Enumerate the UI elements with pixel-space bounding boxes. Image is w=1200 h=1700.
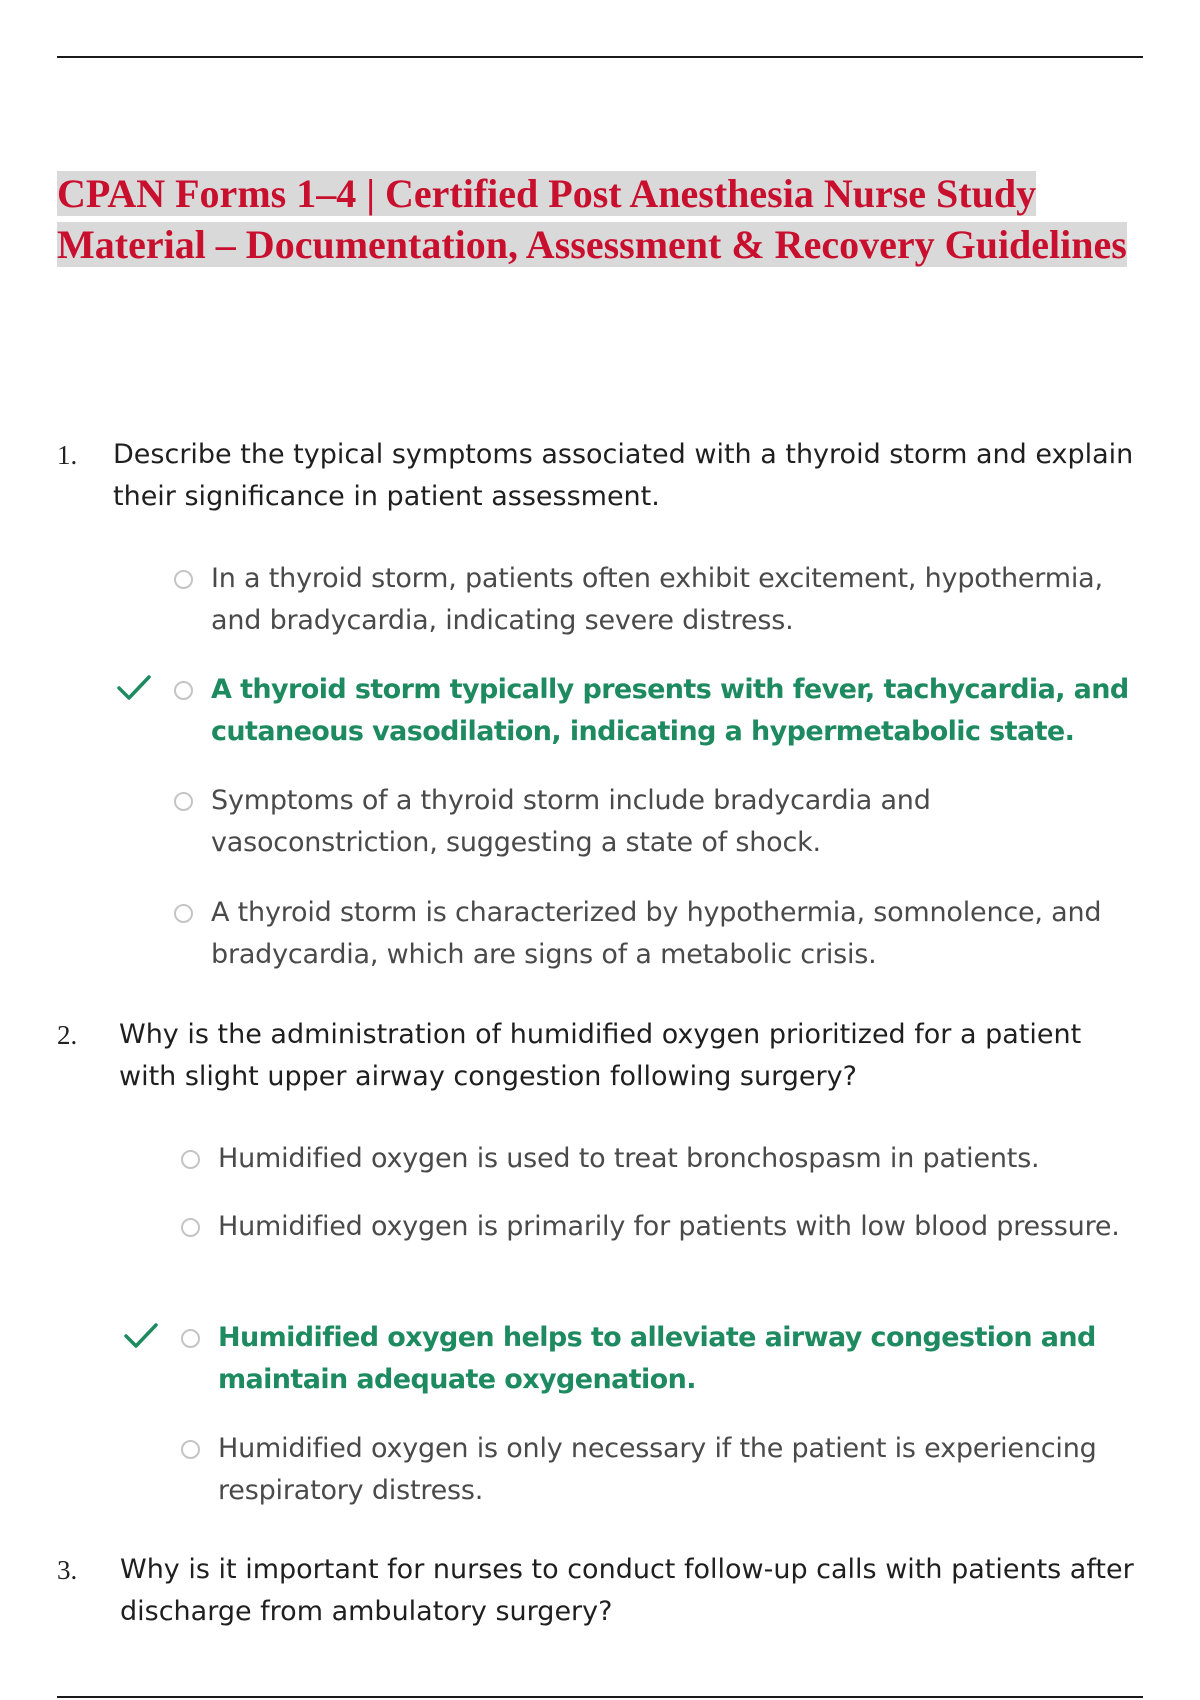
- radio-icon[interactable]: [174, 570, 193, 589]
- q1-option-4[interactable]: [174, 892, 1134, 976]
- q2-option-4[interactable]: [181, 1428, 1141, 1512]
- option-text: Symptoms of a thyroid storm include bradycardia and vasoconstriction, suggesting a state of shock.: [211, 785, 931, 858]
- q2-option-3[interactable]: [181, 1317, 1141, 1401]
- question-number: 3.: [57, 1555, 78, 1585]
- q2-option-2[interactable]: [181, 1206, 1141, 1248]
- question-2: [57, 1014, 1147, 1098]
- radio-icon[interactable]: [181, 1218, 200, 1237]
- q1-option-2[interactable]: [174, 669, 1134, 753]
- option-text: Humidified oxygen is primarily for patients with low blood pressure.: [218, 1211, 1120, 1242]
- option-text: A thyroid storm is characterized by hypothermia, somnolence, and bradycardia, which are signs of a metabolic crisis.: [211, 897, 1102, 970]
- question-number: 2.: [57, 1020, 78, 1050]
- option-text: Humidified oxygen helps to alleviate airway congestion and maintain adequate oxygenation.: [218, 1322, 1096, 1395]
- radio-icon[interactable]: [174, 904, 193, 923]
- checkmark-icon: [116, 673, 152, 703]
- top-rule: [57, 56, 1143, 58]
- option-text: A thyroid storm typically presents with fever, tachycardia, and cutaneous vasodilation, indicating a hypermetabolic state.: [211, 674, 1129, 747]
- question-number: 1.: [57, 440, 78, 470]
- bottom-rule: [57, 1696, 1143, 1698]
- radio-icon[interactable]: [174, 792, 193, 811]
- radio-icon[interactable]: [181, 1329, 200, 1348]
- radio-icon[interactable]: [181, 1440, 200, 1459]
- radio-icon[interactable]: [181, 1150, 200, 1169]
- document-title: [57, 168, 1157, 270]
- document-title-text: CPAN Forms 1–4 | Certified Post Anesthesia Nurse Study Material – Documentation, Assessment & Recovery Guidelines: [57, 171, 1127, 267]
- question-3: [57, 1549, 1147, 1633]
- checkmark-icon: [123, 1321, 159, 1351]
- question-text: Why is the administration of humidified oxygen prioritized for a patient with slight upper airway congestion following surgery?: [119, 1019, 1082, 1092]
- option-text: In a thyroid storm, patients often exhibit excitement, hypothermia, and bradycardia, indicating severe distress.: [211, 563, 1103, 636]
- q2-option-1[interactable]: [181, 1138, 1141, 1180]
- q1-option-3[interactable]: [174, 780, 1134, 864]
- option-text: Humidified oxygen is only necessary if the patient is experiencing respiratory distress.: [218, 1433, 1097, 1506]
- option-text: Humidified oxygen is used to treat bronchospasm in patients.: [218, 1143, 1040, 1174]
- question-text: Describe the typical symptoms associated with a thyroid storm and explain their significance in patient assessment.: [113, 439, 1134, 512]
- question-text: Why is it important for nurses to conduct follow-up calls with patients after discharge from ambulatory surgery?: [120, 1554, 1134, 1627]
- radio-icon[interactable]: [174, 681, 193, 700]
- question-1: [57, 434, 1147, 518]
- q1-option-1[interactable]: [174, 558, 1134, 642]
